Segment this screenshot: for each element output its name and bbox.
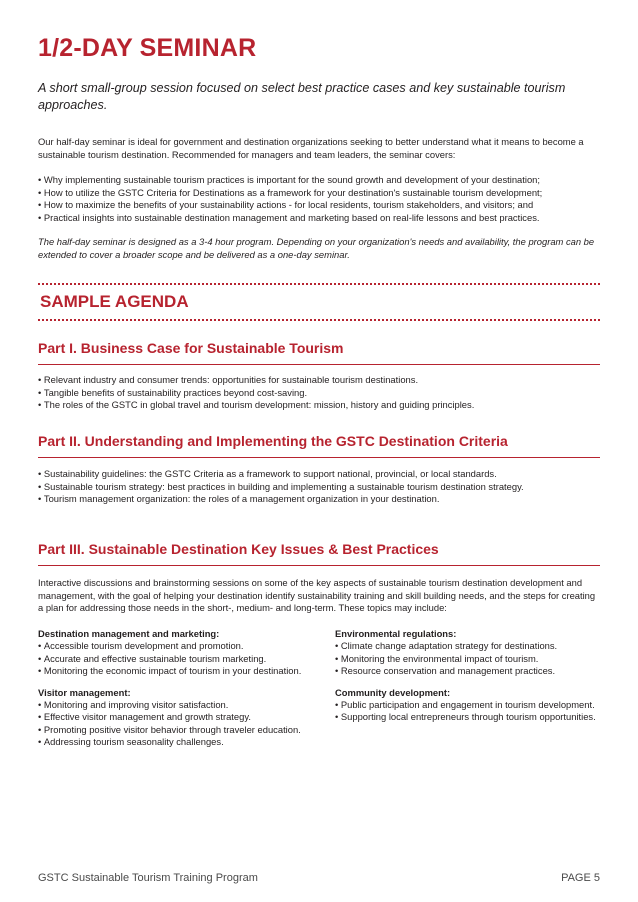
dotted-divider-top <box>38 283 600 285</box>
list-item: • How to maximize the benefits of your sustainability actions - for local residents, tourism stakeholders, and visitors; and <box>38 199 600 212</box>
list-item: • Public participation and engagement in tourism development. <box>335 699 600 711</box>
list-item: • Sustainability guidelines: the GSTC Criteria as a framework to support national, provincial, or local standards. <box>38 468 600 481</box>
program-note: The half-day seminar is designed as a 3-4 hour program. Depending on your organization's needs and availability, the program can be extended to cover a broader scope and be delivered as a one-day seminar. <box>38 236 595 260</box>
topic-heading: Environmental regulations: <box>335 628 457 639</box>
list-item: • Resource conservation and management practices. <box>335 665 600 677</box>
list-item: • Supporting local entrepreneurs through tourism opportunities. <box>335 711 600 723</box>
part3-rule <box>38 565 600 566</box>
list-item: • How to utilize the GSTC Criteria for Destinations as a framework for your destination's sustainable tourism development; <box>38 187 600 200</box>
topic-heading: Destination management and marketing: <box>38 628 220 639</box>
part1-bullet-list <box>38 374 600 412</box>
list-item: • Practical insights into sustainable destination management and marketing based on real-life lessons and best practices. <box>38 212 600 225</box>
topics-right-column <box>335 628 600 733</box>
list-item: • Promoting positive visitor behavior through traveler education. <box>38 724 303 736</box>
dotted-divider-bottom <box>38 319 600 321</box>
part2-title: Part II. Understanding and Implementing the GSTC Destination Criteria <box>38 433 508 449</box>
part3-title: Part III. Sustainable Destination Key Issues & Best Practices <box>38 541 439 557</box>
list-item: • The roles of the GSTC in global travel and tourism development: mission, history and guiding principles. <box>38 399 600 412</box>
list-item: • Accurate and effective sustainable tourism marketing. <box>38 653 303 665</box>
list-item: • Monitoring the economic impact of tourism in your destination. <box>38 665 303 677</box>
part1-rule <box>38 364 600 365</box>
part1-title: Part I. Business Case for Sustainable Tourism <box>38 340 344 356</box>
page-subtitle: A short small-group session focused on select best practice cases and key sustainable tourism approaches. <box>38 81 566 112</box>
footer-program-name: GSTC Sustainable Tourism Training Program <box>38 872 258 884</box>
part2-bullet-list <box>38 468 600 506</box>
topics-left-column <box>38 628 303 758</box>
list-item: • Accessible tourism development and promotion. <box>38 640 303 652</box>
topic-group-visitor-management <box>38 687 303 749</box>
footer-page-number: PAGE 5 <box>561 872 600 884</box>
part2-rule <box>38 457 600 458</box>
intro-bullet-list <box>38 174 600 224</box>
list-item: • Effective visitor management and growth strategy. <box>38 711 303 723</box>
agenda-heading: SAMPLE AGENDA <box>40 292 189 311</box>
part3-intro: Interactive discussions and brainstorming sessions on some of the key aspects of sustainable tourism destination development and management, with the goal of helping your destination identify sustainability training and skill building needs, and the steps for creating a plan for addressing those needs in the short-, medium- and long-term. These topics may include: <box>38 577 596 614</box>
list-item: • Relevant industry and consumer trends: opportunities for sustainable tourism destinations. <box>38 374 600 387</box>
list-item: • Monitoring and improving visitor satisfaction. <box>38 699 303 711</box>
list-item: • Tourism management organization: the roles of a management organization in your destination. <box>38 493 600 506</box>
list-item: • Tangible benefits of sustainability practices beyond cost-saving. <box>38 387 600 400</box>
topic-heading: Visitor management: <box>38 686 131 698</box>
page-title: 1/2-DAY SEMINAR <box>38 34 257 62</box>
list-item: • Climate change adaptation strategy for destinations. <box>335 640 600 652</box>
list-item: • Monitoring the environmental impact of tourism. <box>335 653 600 665</box>
topic-group-community-development <box>335 687 600 724</box>
topic-group-environmental-regulations <box>335 628 600 678</box>
list-item: • Why implementing sustainable tourism practices is important for the sound growth and development of your destination; <box>38 174 600 187</box>
list-item: • Addressing tourism seasonality challenges. <box>38 736 303 748</box>
intro-paragraph: Our half-day seminar is ideal for government and destination organizations seeking to better understand what it means to become a sustainable tourism destination. Recommended for managers and team leaders, the seminar covers: <box>38 136 584 160</box>
list-item: • Sustainable tourism strategy: best practices in building and implementing a sustainable tourism destination strategy. <box>38 481 600 494</box>
topic-group-destination-management <box>38 628 303 678</box>
topic-heading: Community development: <box>335 686 451 698</box>
